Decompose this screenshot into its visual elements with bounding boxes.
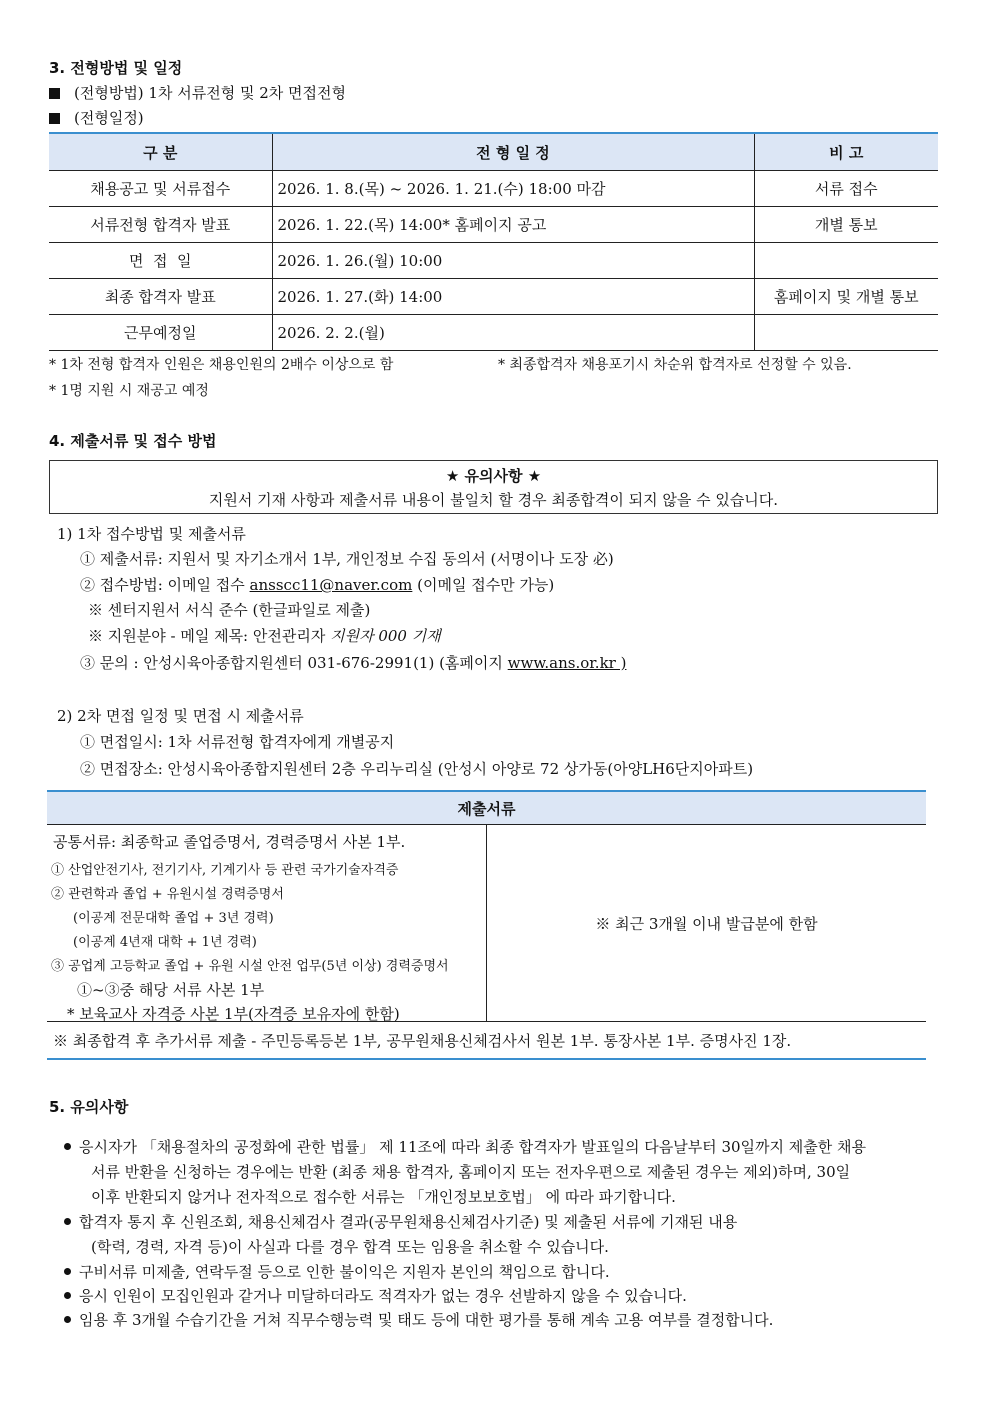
header-category: 구 분	[49, 133, 272, 171]
table-cell: 채용공고 및 서류접수	[49, 171, 272, 207]
docs-option-note: ①~③중 해당 서류 사본 1부	[77, 981, 265, 999]
bullet-5	[64, 1309, 773, 1330]
table-cell: 면 접 일	[49, 243, 272, 279]
table-row	[49, 207, 938, 243]
table-cell: 개별 통보	[754, 207, 938, 243]
section3-title: 3. 전형방법 및 일정	[49, 59, 183, 77]
table-cell: 서류 접수	[754, 171, 938, 207]
header-remarks: 비 고	[754, 133, 938, 171]
note-3: * 1명 지원 시 재공고 예정	[49, 383, 209, 399]
method-line	[49, 82, 346, 103]
part1-item3-label: ③ 문의 : 안성시육아종합지원센터 031-676-2991(1) (홈페이지	[80, 654, 508, 672]
docs-option-2a: (이공계 전문대학 졸업 + 3년 경력)	[73, 911, 274, 926]
bullet-4	[64, 1285, 687, 1306]
schedule-header-row	[49, 133, 938, 171]
bullet-icon	[64, 1143, 71, 1150]
part1-note2-italic: 지원자 000 기재	[330, 627, 441, 645]
part1-note2	[88, 625, 441, 646]
part1-note1: ※ 센터지원서 서식 준수 (한글파일로 제출)	[88, 601, 371, 619]
table-cell	[754, 243, 938, 279]
bullet-3	[64, 1261, 610, 1282]
schedule-table	[49, 132, 938, 351]
bullet-2-line2: (학력, 경력, 자격 등)이 사실과 다를 경우 합격 또는 임용을 취소할 수 있습니다.	[91, 1238, 609, 1256]
table-cell: 2026. 1. 27.(화) 14:00	[272, 279, 754, 315]
schedule-line	[49, 107, 144, 128]
part1-item2-tail: (이메일 접수만 가능)	[412, 576, 555, 594]
bullet-1-line3: 이후 반환되지 않거나 전자적으로 접수한 서류는 「개인정보보호법」 에 따라 파기합니다.	[91, 1188, 676, 1206]
schedule-text: (전형일정)	[74, 109, 144, 127]
bullet-icon	[64, 1292, 71, 1299]
documents-header: 제출서류	[47, 791, 926, 825]
part2-title: 2) 2차 면접 일정 및 면접 시 제출서류	[57, 707, 304, 725]
table-cell: 2026. 1. 22.(목) 14:00* 홈페이지 공고	[272, 207, 754, 243]
section4-title: 4. 제출서류 및 접수 방법	[49, 432, 217, 450]
part2-item2: ② 면접장소: 안성시육아종합지원센터 2층 우리누리실 (안성시 아양로 72 상가동(아양LH6단지아파트)	[80, 760, 754, 778]
square-bullet-icon	[49, 88, 60, 99]
docs-option-1: ① 산업안전기사, 전기기사, 기계기사 등 관련 국가기술자격증	[51, 863, 399, 878]
table-cell	[754, 315, 938, 351]
documents-note-cell: ※ 최근 3개월 이내 발급분에 한함	[487, 825, 927, 1022]
bullet-1-line2: 서류 반환을 신청하는 경우에는 반환 (최종 채용 합격자, 홈페이지 또는 전자우편으로 제출된 경우는 제외)하며, 30일	[91, 1163, 851, 1181]
bullet-1-line1	[64, 1136, 866, 1157]
documents-table	[47, 790, 926, 1060]
bullet-icon	[64, 1316, 71, 1323]
table-cell: 2026. 2. 2.(월)	[272, 315, 754, 351]
bullet-2-text: 합격자 통지 후 신원조회, 채용신체검사 결과(공무원채용신체검사기준) 및 제출된 서류에 기재된 내용	[79, 1213, 738, 1231]
notice-text: 지원서 기재 사항과 제출서류 내용이 불일치 할 경우 최종합격이 되지 않을 수 있습니다.	[208, 491, 779, 509]
bullet-4-text: 응시 인원이 모집인원과 같거나 미달하더라도 적격자가 없는 경우 선발하지 않을 수 있습니다.	[79, 1287, 687, 1305]
table-cell: 2026. 1. 26.(월) 10:00	[272, 243, 754, 279]
table-row	[49, 243, 938, 279]
bullet-3-text: 구비서류 미제출, 연락두절 등으로 인한 불이익은 지원자 본인의 책임으로 합니다.	[79, 1263, 610, 1281]
note-2: * 최종합격자 채용포기시 차순위 합격자로 선정할 수 있음.	[498, 357, 852, 373]
part1-title: 1) 1차 접수방법 및 제출서류	[57, 525, 246, 543]
table-row	[49, 279, 938, 315]
table-cell: 최종 합격자 발표	[49, 279, 272, 315]
square-bullet-icon	[49, 113, 60, 124]
homepage-link[interactable]: www.ans.or.kr )	[507, 654, 627, 672]
bullet-1-text: 응시자가 「채용절차의 공정화에 관한 법률」 제 11조에 따라 최종 합격자가 발표일의 다음날부터 30일까지 제출한 채용	[79, 1138, 866, 1156]
part1-item1: ① 제출서류: 지원서 및 자기소개서 1부, 개인정보 수집 동의서 (서명이나 도장 必)	[80, 550, 614, 568]
docs-option-2: ② 관련학과 졸업 + 유원시설 경력증명서	[51, 887, 284, 902]
bullet-5-text: 임용 후 3개월 수습기간을 거쳐 직무수행능력 및 태도 등에 대한 평가를 통해 계속 고용 여부를 결정합니다.	[79, 1311, 774, 1329]
notice-title: ★ 유의사항 ★	[445, 467, 542, 485]
documents-list-cell	[47, 825, 487, 1022]
table-row	[49, 315, 938, 351]
email-link[interactable]: ansscc11@naver.com	[249, 576, 413, 594]
part1-note2-label: ※ 지원분야 - 메일 제목: 안전관리자	[88, 627, 331, 645]
note-1: * 1차 전형 합격자 인원은 채용인원의 2배수 이상으로 함	[49, 357, 394, 373]
table-cell: 홈페이지 및 개별 통보	[754, 279, 938, 315]
bullet-2-line1	[64, 1211, 737, 1232]
docs-common: 공통서류: 최종학교 졸업증명서, 경력증명서 사본 1부.	[53, 833, 406, 851]
method-text: (전형방법) 1차 서류전형 및 2차 면접전형	[74, 84, 346, 102]
table-cell: 근무예정일	[49, 315, 272, 351]
docs-option-3: ③ 공업계 고등학교 졸업 + 유원 시설 안전 업무(5년 이상) 경력증명서	[51, 959, 449, 974]
table-cell: 서류전형 합격자 발표	[49, 207, 272, 243]
part1-item2	[80, 574, 554, 595]
notice-box	[49, 460, 938, 514]
part1-item3	[80, 652, 626, 673]
documents-footer: ※ 최종합격 후 추가서류 제출 - 주민등록등본 1부, 공무원채용신체검사서 원본 1부. 통장사본 1부. 증명사진 1장.	[47, 1022, 926, 1060]
bullet-icon	[64, 1268, 71, 1275]
table-row	[49, 171, 938, 207]
docs-option-2b: (이공계 4년재 대학 + 1년 경력)	[73, 935, 257, 950]
bullet-icon	[64, 1218, 71, 1225]
header-schedule: 전 형 일 정	[272, 133, 754, 171]
docs-extra: * 보육교사 자격증 사본 1부(자격증 보유자에 한함)	[67, 1005, 400, 1023]
part1-item2-label: ② 접수방법: 이메일 접수	[80, 576, 250, 594]
table-cell: 2026. 1. 8.(목) ~ 2026. 1. 21.(수) 18:00 마감	[272, 171, 754, 207]
section5-title: 5. 유의사항	[49, 1098, 129, 1116]
part2-item1: ① 면접일시: 1차 서류전형 합격자에게 개별공지	[80, 733, 395, 751]
